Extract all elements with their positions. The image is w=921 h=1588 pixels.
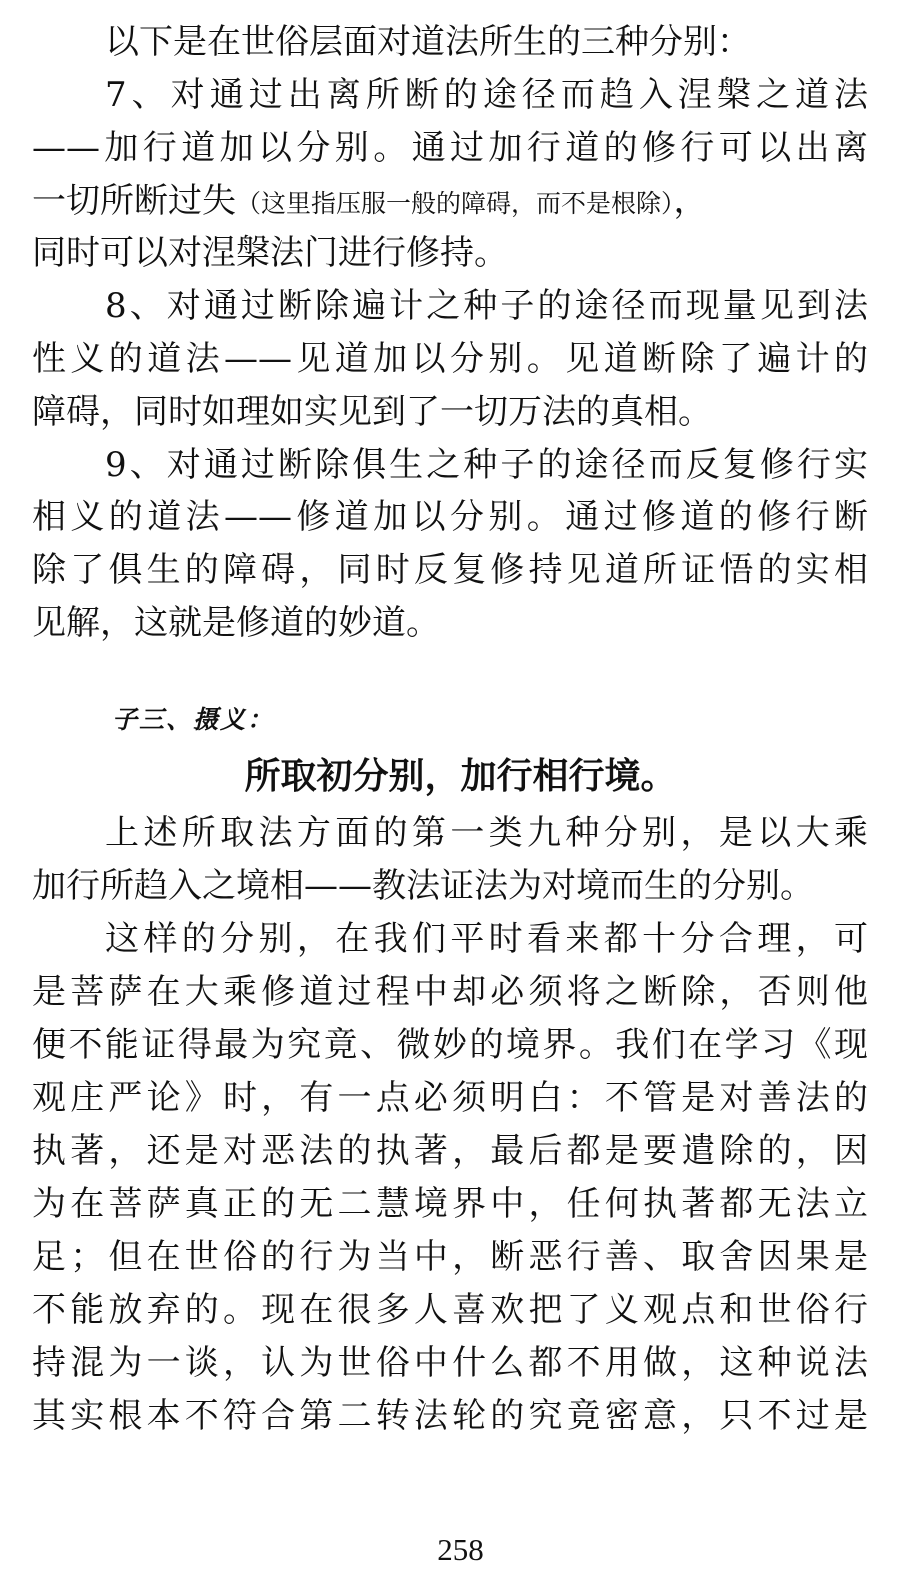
p1-line-1: 上述所取法方面的第一类九种分别，是以大乘 — [105, 813, 868, 853]
p2-line-4: 观庄严论》时，有一点必须明白：不管是对善法的 — [32, 1078, 868, 1118]
p2-line-1: 这样的分别，在我们平时看来都十分合理，可 — [105, 919, 868, 959]
p2-line-6: 为在菩萨真正的无二慧境界中，任何执著都无法立 — [32, 1184, 868, 1224]
item7-line-1: 7、对通过出离所断的途径而趋入涅槃之道法 — [105, 75, 868, 115]
section-heading: 子三、摄义： — [112, 705, 275, 734]
item9-line-2: 相义的道法——修道加以分别。通过修道的修行断 — [32, 497, 868, 537]
p2-line-9: 持混为一谈，认为世俗中什么都不用做，这种说法 — [32, 1343, 868, 1383]
p1-line-2: 加行所趋入之境相——教法证法为对境而生的分别。 — [32, 866, 814, 906]
item9-line-3: 除了俱生的障碍，同时反复修持见道所证悟的实相 — [32, 550, 868, 590]
p2-line-2: 是菩萨在大乘修道过程中却必须将之断除，否则他 — [32, 972, 868, 1012]
p2-line-10: 其实根本不符合第二转法轮的究竟密意，只不过是 — [32, 1396, 868, 1436]
p2-line-3: 便不能证得最为究竟、微妙的境界。我们在学习《现 — [32, 1025, 868, 1065]
item7-line-3-tail: ， — [673, 181, 708, 221]
item7-annotation: （这里指压服一般的障碍，而不是根除） — [236, 189, 674, 218]
item7-line-3-main: 一切所断过失 — [32, 181, 236, 221]
item8-line-2: 性义的道法——见道加以分别。见道断除了遍计的 — [32, 339, 868, 379]
item7-line-3 — [32, 181, 868, 221]
item8-line-3: 障碍，同时如理如实见到了一切万法的真相。 — [32, 392, 712, 432]
item7-line-2: ——加行道加以分别。通过加行道的修行可以出离 — [32, 128, 868, 168]
p2-line-7: 足；但在世俗的行为当中，断恶行善、取舍因果是 — [32, 1237, 868, 1277]
intro-line: 以下是在世俗层面对道法所生的三种分别： — [105, 22, 751, 62]
item7-line-4: 同时可以对涅槃法门进行修持。 — [32, 233, 508, 273]
item9-line-4: 见解，这就是修道的妙道。 — [32, 603, 440, 643]
item9-line-1: 9、对通过断除俱生之种子的途径而反复修行实 — [105, 445, 868, 485]
p2-line-5: 执著，还是对恶法的执著，最后都是要遣除的，因 — [32, 1131, 868, 1171]
page-number: 258 — [437, 1532, 484, 1567]
item8-line-1: 8、对通过断除遍计之种子的途径而现量见到法 — [105, 286, 868, 326]
root-verse: 所取初分别，加行相行境。 — [244, 756, 677, 797]
p2-line-8: 不能放弃的。现在很多人喜欢把了义观点和世俗行 — [32, 1290, 868, 1330]
